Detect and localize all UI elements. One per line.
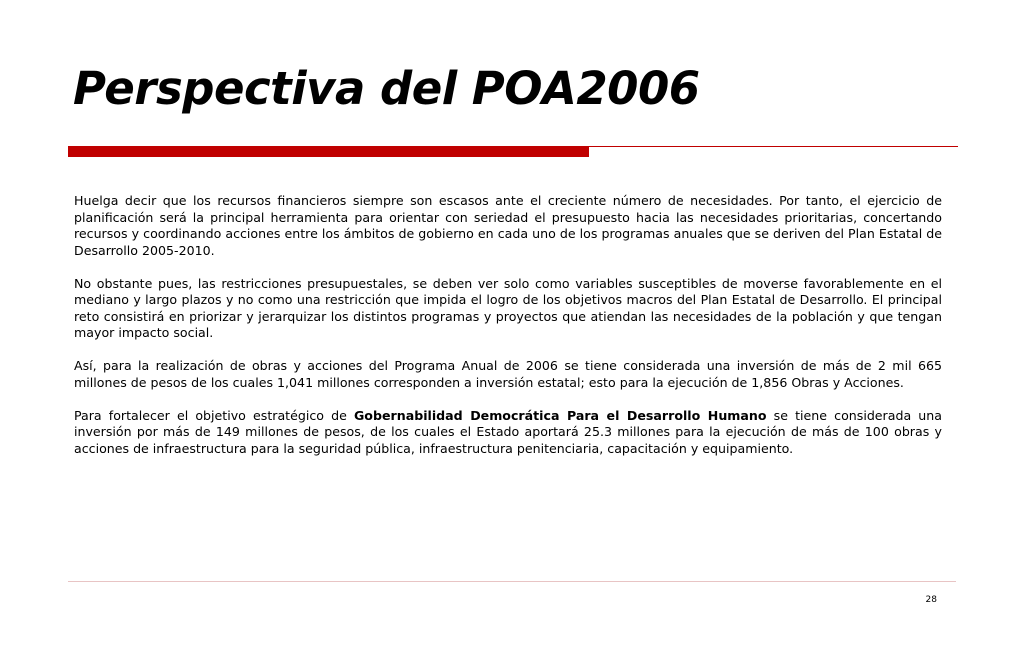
paragraph-4-lead: Para fortalecer el objetivo estratégico de bbox=[74, 407, 354, 423]
footer-rule bbox=[68, 581, 956, 582]
paragraph-4 bbox=[74, 408, 942, 458]
body-text bbox=[74, 193, 942, 474]
paragraph-4-rest: se tiene considerada una inversión por más de 149 millones de pesos, de los cuales el Estado aportará 25.3 millones para la ejecución de más de 100 obras y acciones de infraestructura para la seguridad pública, infraestructura penitenciaria, capacitación y equipamiento. bbox=[74, 407, 942, 456]
paragraph-3: Así, para la realización de obras y acciones del Programa Anual de 2006 se tiene considerada una inversión de más de 2 mil 665 millones de pesos de los cuales 1,041 millones corresponden a inversión estatal; esto para la ejecución de 1,856 Obras y Acciones. bbox=[74, 358, 942, 390]
strategic-objective-name: Gobernabilidad Democrática Para el Desarrollo Humano bbox=[353, 407, 767, 423]
slide-title: Perspectiva del POA2006 bbox=[73, 62, 700, 115]
title-accent-bar bbox=[68, 147, 589, 157]
paragraph-2: No obstante pues, las restricciones presupuestales, se deben ver solo como variables susceptibles de moverse favorablemente en el mediano y largo plazos y no como una restricción que impida el logro de los objetivos macros del Plan Estatal de Desarrollo. El principal reto consistirá en priorizar y jerarquizar los distintos programas y proyectos que atiendan las necesidades de la población y que tengan mayor impacto social. bbox=[74, 275, 942, 340]
page-number: 28 bbox=[925, 595, 937, 605]
paragraph-1: Huelga decir que los recursos financieros siempre son escasos ante el creciente número de necesidades. Por tanto, el ejercicio de planificación será la principal herramienta para orientar con seriedad el presupuesto hacia las necesidades prioritarias, concertando recursos y coordinando acciones entre los ámbitos de gobierno en cada uno de los programas anuales que se deriven del Plan Estatal de Desarrollo 2005-2010. bbox=[74, 193, 942, 258]
